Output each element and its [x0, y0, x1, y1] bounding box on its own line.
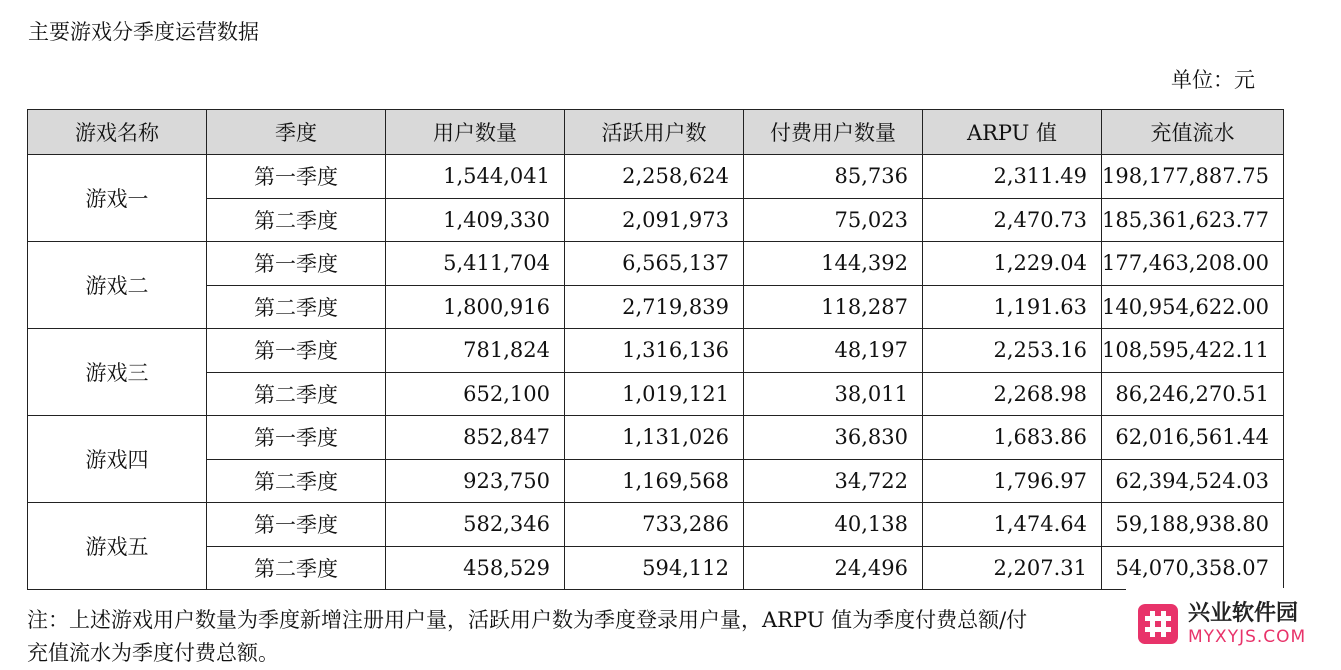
table-row: [28, 503, 1284, 547]
arpu-cell: 2,253.16: [923, 329, 1102, 373]
season-cell: 第二季度: [207, 198, 386, 242]
arpu-cell: 2,207.31: [923, 546, 1102, 590]
header-paying-users: 付费用户数量: [744, 110, 923, 155]
season-cell: 第二季度: [207, 546, 386, 590]
users-cell: 781,824: [386, 329, 565, 373]
active-cell: 6,565,137: [565, 242, 744, 286]
revenue-cell: 185,361,623.77: [1102, 198, 1284, 242]
header-active-users: 活跃用户数: [565, 110, 744, 155]
season-cell: 第一季度: [207, 329, 386, 373]
paying-cell: 34,722: [744, 459, 923, 503]
table-row: [28, 416, 1284, 460]
paying-cell: 75,023: [744, 198, 923, 242]
users-cell: 1,544,041: [386, 155, 565, 199]
table-row: [28, 198, 1284, 242]
season-cell: 第二季度: [207, 285, 386, 329]
header-game-name: 游戏名称: [28, 110, 207, 155]
season-cell: 第一季度: [207, 416, 386, 460]
unit-label: 单位：元: [1171, 68, 1255, 92]
arpu-cell: 2,268.98: [923, 372, 1102, 416]
active-cell: 1,019,121: [565, 372, 744, 416]
revenue-cell: 54,070,358.07: [1102, 546, 1284, 590]
users-cell: 458,529: [386, 546, 565, 590]
arpu-cell: 1,474.64: [923, 503, 1102, 547]
revenue-cell: 140,954,622.00: [1102, 285, 1284, 329]
header-arpu: ARPU 值: [923, 110, 1102, 155]
revenue-cell: 62,394,524.03: [1102, 459, 1284, 503]
header-users: 用户数量: [386, 110, 565, 155]
arpu-cell: 1,796.97: [923, 459, 1102, 503]
users-cell: 582,346: [386, 503, 565, 547]
users-cell: 1,800,916: [386, 285, 565, 329]
users-cell: 852,847: [386, 416, 565, 460]
paying-cell: 40,138: [744, 503, 923, 547]
game-name-cell: 游戏五: [28, 503, 207, 590]
season-cell: 第一季度: [207, 242, 386, 286]
footnote-line-2: 充值流水为季度付费总额。: [27, 641, 279, 665]
table-row: [28, 285, 1284, 329]
revenue-cell: 62,016,561.44: [1102, 416, 1284, 460]
season-cell: 第二季度: [207, 459, 386, 503]
header-season: 季度: [207, 110, 386, 155]
footnote: [27, 604, 1137, 670]
active-cell: 2,719,839: [565, 285, 744, 329]
arpu-cell: 1,191.63: [923, 285, 1102, 329]
game-name-cell: 游戏二: [28, 242, 207, 329]
paying-cell: 118,287: [744, 285, 923, 329]
active-cell: 1,131,026: [565, 416, 744, 460]
paying-cell: 24,496: [744, 546, 923, 590]
table-row: [28, 459, 1284, 503]
arpu-cell: 2,470.73: [923, 198, 1102, 242]
revenue-cell: 108,595,422.11: [1102, 329, 1284, 373]
operations-table: [27, 109, 1284, 590]
footnote-line-1: 注：上述游戏用户数量为季度新增注册用户量，活跃用户数为季度登录用户量，ARPU 值为季度付费总额/付: [27, 608, 1028, 632]
watermark-url: MYXYJS.COM: [1188, 627, 1307, 647]
table-row: [28, 155, 1284, 199]
table-row: [28, 372, 1284, 416]
season-cell: 第一季度: [207, 503, 386, 547]
page-title: 主要游戏分季度运营数据: [28, 20, 259, 44]
revenue-cell: 86,246,270.51: [1102, 372, 1284, 416]
revenue-cell: 59,188,938.80: [1102, 503, 1284, 547]
table-row: [28, 329, 1284, 373]
table-row: [28, 546, 1284, 590]
paying-cell: 38,011: [744, 372, 923, 416]
revenue-cell: 177,463,208.00: [1102, 242, 1284, 286]
game-name-cell: 游戏四: [28, 416, 207, 503]
active-cell: 2,091,973: [565, 198, 744, 242]
users-cell: 652,100: [386, 372, 565, 416]
season-cell: 第一季度: [207, 155, 386, 199]
revenue-cell: 198,177,887.75: [1102, 155, 1284, 199]
active-cell: 733,286: [565, 503, 744, 547]
season-cell: 第二季度: [207, 372, 386, 416]
users-cell: 5,411,704: [386, 242, 565, 286]
game-name-cell: 游戏一: [28, 155, 207, 242]
arpu-cell: 1,229.04: [923, 242, 1102, 286]
arpu-cell: 2,311.49: [923, 155, 1102, 199]
header-revenue: 充值流水: [1102, 110, 1284, 155]
table-row: [28, 242, 1284, 286]
users-cell: 1,409,330: [386, 198, 565, 242]
active-cell: 1,316,136: [565, 329, 744, 373]
paying-cell: 48,197: [744, 329, 923, 373]
active-cell: 1,169,568: [565, 459, 744, 503]
paying-cell: 144,392: [744, 242, 923, 286]
arpu-cell: 1,683.86: [923, 416, 1102, 460]
watermark: [1126, 588, 1341, 660]
watermark-name: 兴业软件园: [1188, 601, 1299, 626]
paying-cell: 85,736: [744, 155, 923, 199]
active-cell: 594,112: [565, 546, 744, 590]
table-header-row: [28, 110, 1284, 155]
game-name-cell: 游戏三: [28, 329, 207, 416]
active-cell: 2,258,624: [565, 155, 744, 199]
users-cell: 923,750: [386, 459, 565, 503]
hash-logo-icon: [1138, 604, 1178, 644]
paying-cell: 36,830: [744, 416, 923, 460]
